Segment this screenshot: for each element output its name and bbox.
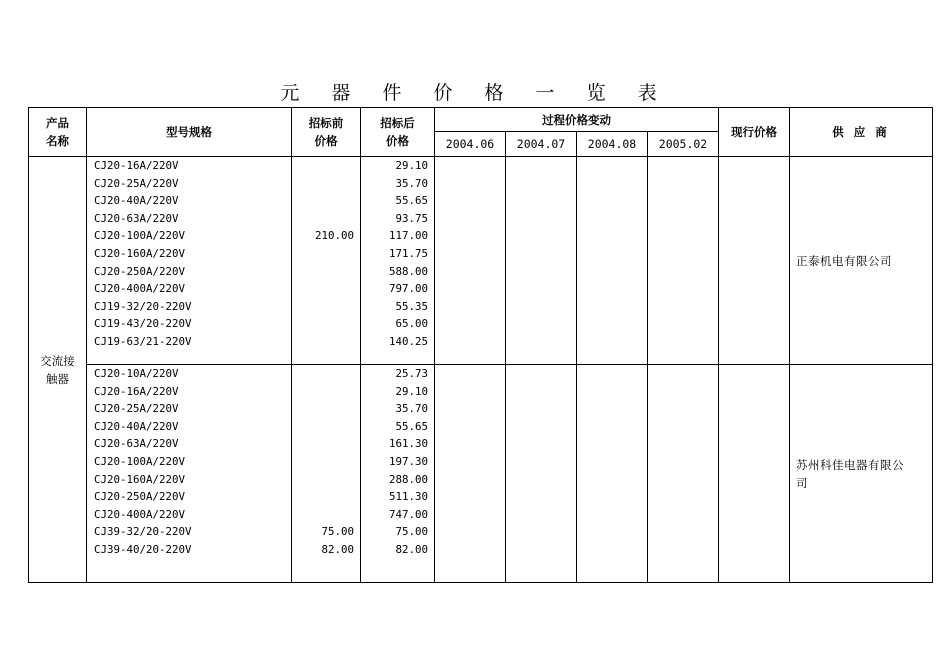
header-model-spec: 型号规格	[87, 108, 292, 157]
model-item: CJ20-160A/220V	[94, 246, 186, 260]
post-price-item: 161.30	[388, 437, 428, 451]
model-item: CJ20-400A/220V	[94, 282, 186, 296]
pre-price-item	[292, 210, 360, 228]
current-price-cell	[719, 157, 790, 365]
model-item: CJ20-16A/220V	[94, 159, 179, 172]
model-item: CJ20-10A/220V	[94, 367, 179, 380]
pre-price-item: 75.00	[321, 525, 354, 539]
header-post-bid-price-text: 招标后 价格	[380, 116, 415, 148]
post-price-item: 35.70	[395, 402, 428, 416]
pre-price-item	[292, 298, 360, 316]
price-table	[28, 107, 933, 583]
model-item: CJ20-100A/220V	[94, 454, 186, 468]
supplier-cell	[790, 365, 933, 583]
header-pre-bid-price-text: 招标前 价格	[308, 116, 344, 148]
period-cell	[577, 157, 648, 365]
pre-price-item	[292, 383, 360, 401]
pre-price-item	[292, 280, 360, 298]
period-cell	[435, 365, 506, 583]
page-title: 元 器 件 价 格 一 览 表	[280, 82, 670, 104]
post-price-item: 29.10	[395, 159, 428, 172]
post-price-item: 82.00	[395, 542, 428, 556]
pre-price-item	[292, 435, 360, 453]
period-cell	[506, 157, 577, 365]
post-price-item: 25.73	[395, 367, 428, 380]
header-current-price: 现行价格	[719, 108, 790, 157]
model-item: CJ20-63A/220V	[94, 437, 179, 451]
post-price-item: 588.00	[388, 264, 428, 278]
pre-price-item	[292, 418, 360, 436]
category-text: 交流接 触器	[40, 353, 75, 386]
pre-price-item	[292, 506, 360, 524]
post-price-item: 197.30	[388, 454, 428, 468]
period-cell	[435, 157, 506, 365]
post-price-item: 511.30	[388, 490, 428, 504]
post-price-item: 65.00	[395, 317, 428, 331]
post-price-item: 117.00	[388, 229, 428, 243]
model-item: CJ20-16A/220V	[94, 384, 179, 398]
model-item: CJ19-63/21-220V	[94, 334, 192, 348]
header-period-2: 2004.07	[506, 132, 577, 157]
period-cell	[506, 365, 577, 583]
current-price-cell	[719, 365, 790, 583]
header-price-change: 过程价格变动	[435, 108, 719, 132]
post-price-item: 797.00	[388, 282, 428, 296]
post-price-item: 747.00	[388, 507, 428, 521]
supplier-name: 正泰机电有限公司	[796, 253, 892, 268]
pre-price-item	[292, 175, 360, 193]
pre-price-list	[292, 157, 361, 365]
post-price-item: 35.70	[395, 176, 428, 190]
post-price-item: 75.00	[395, 525, 428, 539]
pre-price-item	[292, 315, 360, 333]
pre-price-list	[292, 365, 361, 583]
model-item: CJ39-40/20-220V	[94, 542, 192, 556]
post-price-list	[361, 157, 435, 365]
group-row-2	[29, 365, 933, 583]
model-item: CJ20-40A/220V	[94, 194, 179, 208]
model-item: CJ20-40A/220V	[94, 419, 179, 433]
pre-price-item	[292, 263, 360, 281]
period-cell	[577, 365, 648, 583]
model-item: CJ19-43/20-220V	[94, 317, 192, 331]
period-cell	[648, 157, 719, 365]
header-pre-bid-price	[292, 108, 361, 157]
header-period-3: 2004.08	[577, 132, 648, 157]
header-product-name-text: 产品 名称	[46, 116, 69, 148]
supplier-cell	[790, 157, 933, 365]
post-price-item: 288.00	[388, 472, 428, 486]
model-item: CJ20-250A/220V	[94, 264, 186, 278]
model-item: CJ20-100A/220V	[94, 229, 186, 243]
header-supplier: 供 应 商	[790, 108, 933, 157]
group-row-1	[29, 157, 933, 365]
supplier-name: 苏州科佳电器有限公 司	[796, 457, 904, 490]
model-item: CJ19-32/20-220V	[94, 299, 192, 313]
header-post-bid-price	[361, 108, 435, 157]
model-item: CJ20-400A/220V	[94, 507, 186, 521]
model-list	[87, 157, 292, 365]
pre-price-item	[292, 157, 360, 175]
post-price-item: 140.25	[388, 334, 428, 348]
post-price-item: 29.10	[395, 384, 428, 398]
post-price-list	[361, 365, 435, 583]
post-price-item: 55.65	[395, 419, 428, 433]
header-period-1: 2004.06	[435, 132, 506, 157]
post-price-item: 55.35	[395, 299, 428, 313]
pre-price-item	[292, 365, 360, 383]
header-product-name	[29, 108, 87, 157]
pre-price-item: 210.00	[314, 229, 354, 243]
pre-price-item: 82.00	[321, 542, 354, 556]
post-price-item: 93.75	[395, 211, 428, 225]
pre-price-item	[292, 453, 360, 471]
model-item: CJ20-25A/220V	[94, 176, 179, 190]
model-item: CJ20-160A/220V	[94, 472, 186, 486]
model-item: CJ20-250A/220V	[94, 490, 186, 504]
post-price-item: 55.65	[395, 194, 428, 208]
category-cell	[29, 157, 87, 583]
model-item: CJ39-32/20-220V	[94, 525, 192, 539]
model-item: CJ20-25A/220V	[94, 402, 179, 416]
pre-price-item	[292, 245, 360, 263]
pre-price-item	[292, 471, 360, 489]
pre-price-item	[292, 400, 360, 418]
model-item: CJ20-63A/220V	[94, 211, 179, 225]
pre-price-item	[292, 192, 360, 210]
pre-price-item	[292, 488, 360, 506]
post-price-item: 171.75	[388, 246, 428, 260]
period-cell	[648, 365, 719, 583]
model-list	[87, 365, 292, 583]
header-period-4: 2005.02	[648, 132, 719, 157]
pre-price-item	[292, 333, 360, 351]
